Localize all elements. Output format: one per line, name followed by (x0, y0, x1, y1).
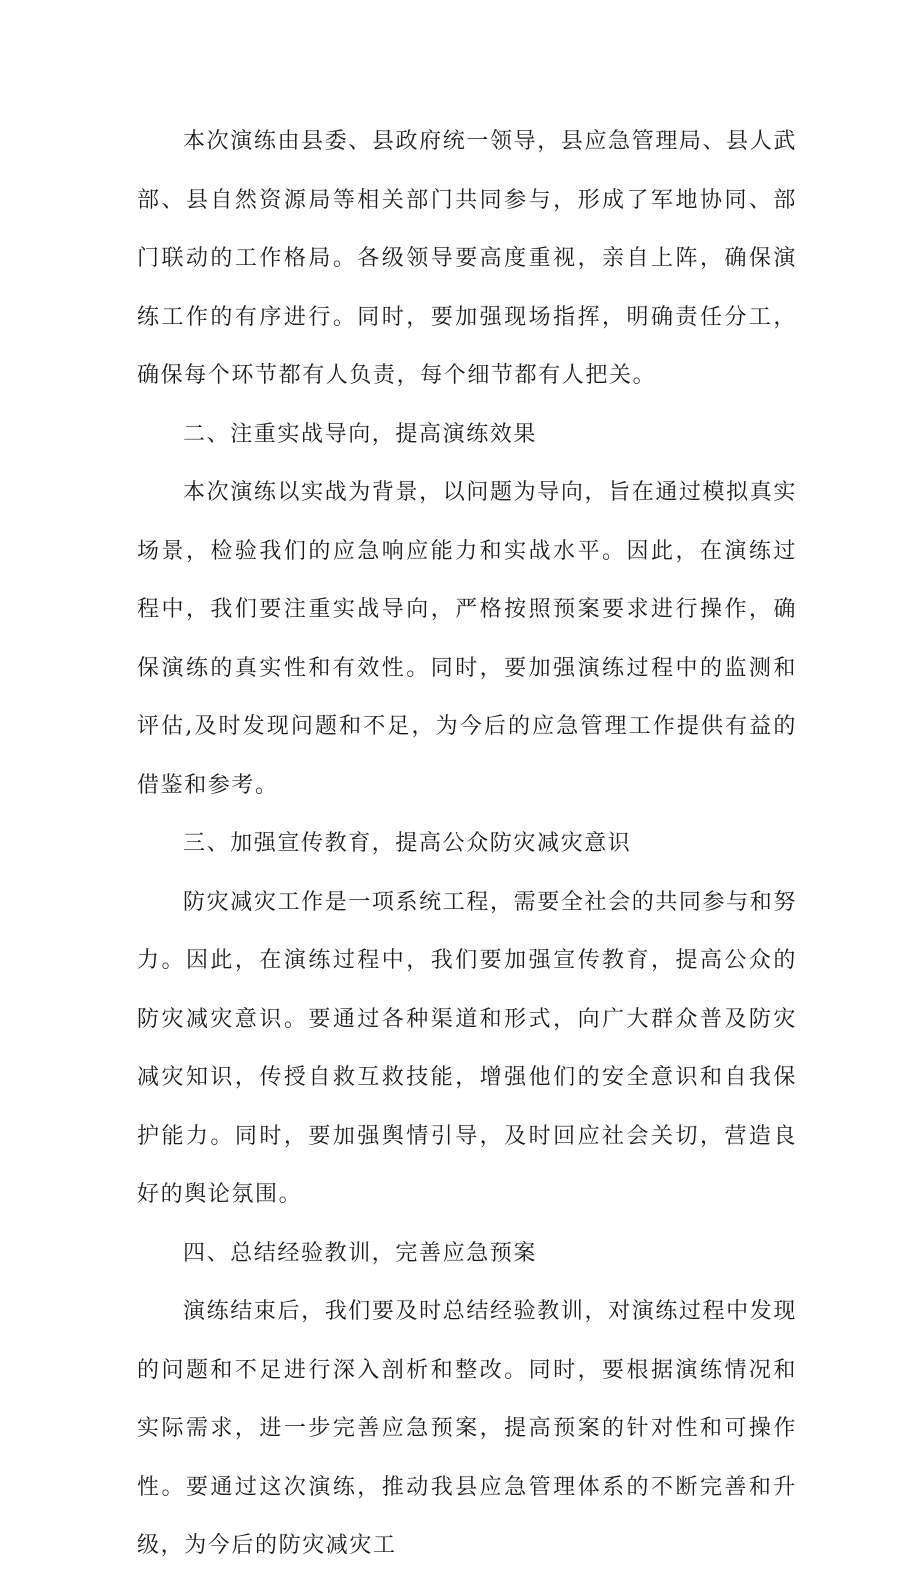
body-paragraph: 演练结束后，我们要及时总结经验教训，对演练过程中发现的问题和不足进行深入剖析和整改。同时，要根据演练情况和实际需求，进一步完善应急预案，提高预案的针对性和可操作性。要通过这次演练，推动我县应急管理体系的不断完善和升级，为今后的防灾减灾工 (137, 1299, 797, 1558)
body-paragraph: 本次演练由县委、县政府统一领导，县应急管理局、县人武部、县自然资源局等相关部门共同参与，形成了军地协同、部门联动的工作格局。各级领导要高度重视，亲自上阵，确保演练工作的有序进行。同时，要加强现场指挥，明确责任分工，确保每个环节都有人负责，每个细节都有人把关。 (137, 129, 797, 388)
body-paragraph: 本次演练以实战为背景，以问题为导向，旨在通过模拟真实场景，检验我们的应急响应能力和实战水平。因此，在演练过程中，我们要注重实战导向，严格按照预案要求进行操作，确保演练的真实性和有效性。同时，要加强演练过程中的监测和评估,及时发现问题和不足，为今后的应急管理工作提供有益的借鉴和参考。 (137, 480, 797, 798)
section-heading: 四、总结经验教训，完善应急预案 (183, 1240, 538, 1266)
body-paragraph: 防灾减灾工作是一项系统工程，需要全社会的共同参与和努力。因此，在演练过程中，我们要加强宣传教育，提高公众的防灾减灾意识。要通过各种渠道和形式，向广大群众普及防灾减灾知识，传授自救互救技能，增强他们的安全意识和自我保护能力。同时，要加强舆情引导，及时回应社会关切，营造良好的舆论氛围。 (137, 889, 797, 1207)
section-heading: 二、注重实战导向，提高演练效果 (183, 421, 538, 447)
section-heading: 三、加强宣传教育，提高公众防灾减灾意识 (183, 831, 632, 856)
document-body (137, 113, 797, 1576)
